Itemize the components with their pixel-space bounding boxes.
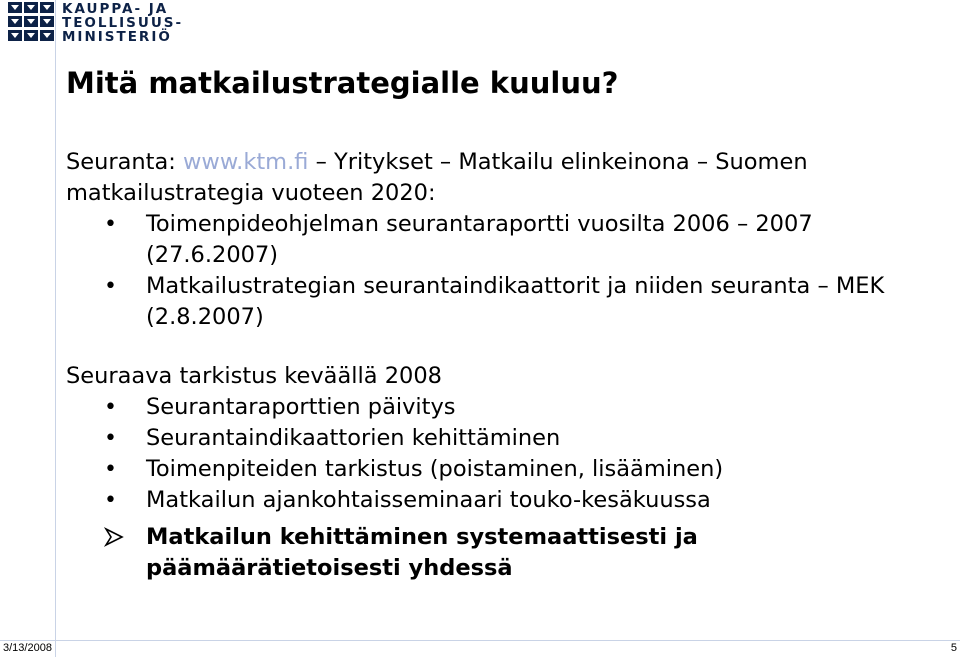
conclusion-text: Matkailun kehittäminen systemaattisesti ja päämäärätietoisesti yhdessä [146,524,698,581]
list-item: • Toimenpiteiden tarkistus (poistaminen, lisääminen) [66,454,946,485]
logo-line-2: TEOLLISUUS- [62,15,184,31]
list-item: • Toimenpideohjelman seurantaraportti vuosilta 2006 – 2007 (27.6.2007) [66,209,946,271]
monitoring-list [66,209,946,333]
slide-body [66,147,946,584]
footer-divider [0,640,960,641]
list-item: • Matkailun ajankohtaisseminaari touko-kesäkuussa [66,485,946,516]
monitoring-path: – Yritykset – Matkailu elinkeinona – Suomen matkailustrategia vuoteen 2020: [66,149,808,206]
list-item: • Seurantaraporttien päivitys [66,392,946,423]
logo-mark-icon [8,2,54,42]
logo-line-1: KAUPPA- JA [62,1,169,17]
slide-title: Mitä matkailustrategialle kuuluu? [66,66,619,100]
ktm-link[interactable]: www.ktm.fi [183,149,309,175]
monitoring-paragraph [66,147,946,209]
arrow-bullet-icon [104,527,124,547]
footer-separator [55,640,56,657]
monitoring-prefix: Seuranta: [66,149,184,175]
next-review-list [66,392,946,516]
page-number: 5 [950,642,957,654]
next-review-heading: Seuraava tarkistus keväällä 2008 [66,363,442,389]
logo-line-3: MINISTERIÖ [62,29,172,45]
slide-footer [0,640,960,657]
ministry-logo [8,2,183,44]
logo-text [62,2,183,44]
list-item: • Matkailustrategian seurantaindikaattorit ja niiden seuranta – MEK (2.8.2007) [66,271,946,333]
conclusion-item [66,522,946,584]
list-item: • Seurantaindikaattorien kehittäminen [66,423,946,454]
left-accent-line [55,0,56,640]
footer-date: 3/13/2008 [3,642,52,654]
